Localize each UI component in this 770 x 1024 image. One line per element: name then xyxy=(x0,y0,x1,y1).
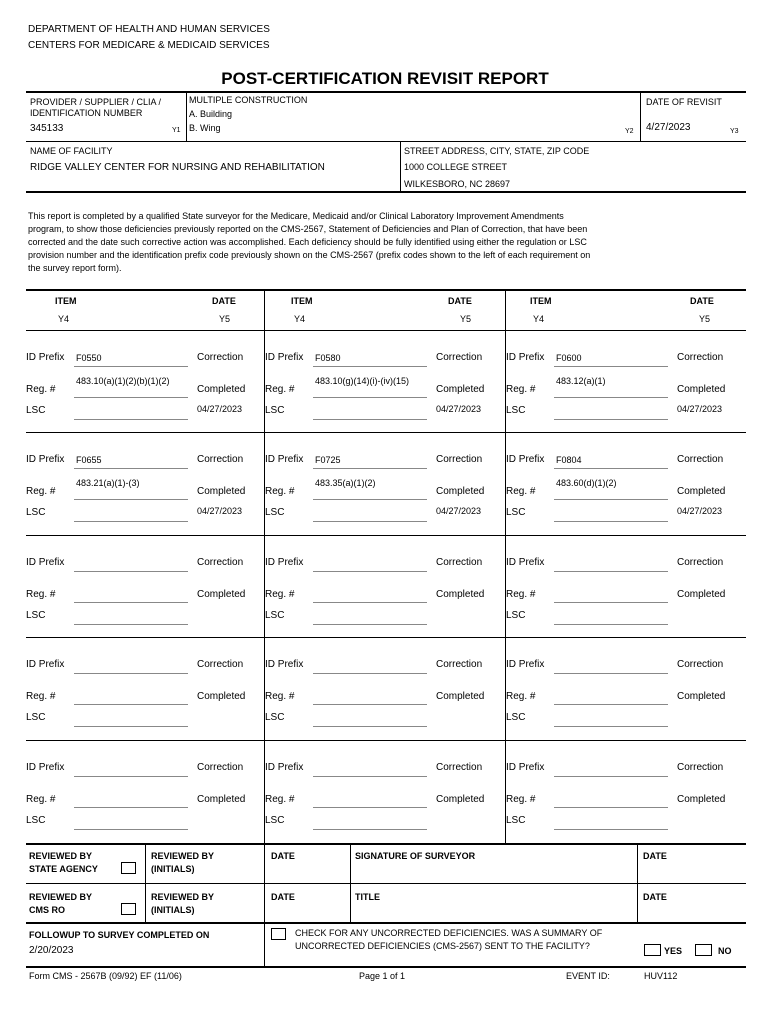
correction-label: Correction xyxy=(436,659,483,670)
reg-number-field[interactable] xyxy=(554,499,668,500)
facility-name: RIDGE VALLEY CENTER FOR NURSING AND REHABILITATION xyxy=(30,162,325,173)
date-column-header: DATE xyxy=(690,296,714,306)
correction-label: Correction xyxy=(436,557,483,568)
id-prefix-label: ID Prefix xyxy=(26,557,65,568)
reg-number-label: Reg. # xyxy=(506,486,536,497)
multiple-construction-label: MULTIPLE CONSTRUCTION xyxy=(189,95,308,105)
reg-number-value: 483.10(a)(1)(2)(b)(1)(2) xyxy=(76,376,170,386)
id-prefix-label: ID Prefix xyxy=(506,557,545,568)
completed-label: Completed xyxy=(677,486,726,497)
correction-label: Correction xyxy=(197,762,244,773)
id-prefix-label: ID Prefix xyxy=(26,454,65,465)
lsc-field[interactable] xyxy=(313,726,427,727)
reg-number-label: Reg. # xyxy=(265,589,295,600)
reg-number-field[interactable] xyxy=(313,807,427,808)
title-label: TITLE xyxy=(355,892,380,902)
id-prefix-field[interactable] xyxy=(313,776,427,777)
lsc-label: LSC xyxy=(265,405,285,416)
lsc-field[interactable] xyxy=(74,624,188,625)
correction-date-value: 04/27/2023 xyxy=(677,404,723,414)
lsc-label: LSC xyxy=(26,610,46,621)
y4-code: Y4 xyxy=(294,314,306,324)
reg-number-field[interactable] xyxy=(313,397,427,398)
id-prefix-field[interactable] xyxy=(313,673,427,674)
correction-label: Correction xyxy=(677,352,724,363)
no-checkbox[interactable] xyxy=(695,944,712,956)
facility-name-label: NAME OF FACILITY xyxy=(30,146,113,156)
provider-label-2: IDENTIFICATION NUMBER xyxy=(30,108,143,118)
reg-number-label: Reg. # xyxy=(26,589,56,600)
signature-date-label: DATE xyxy=(643,851,667,861)
lsc-label: LSC xyxy=(265,815,285,826)
reg-number-field[interactable] xyxy=(313,499,427,500)
completed-label: Completed xyxy=(436,486,485,497)
id-prefix-field[interactable] xyxy=(313,366,427,367)
completed-label: Completed xyxy=(436,589,485,600)
completed-label: Completed xyxy=(197,794,246,805)
y4-code: Y4 xyxy=(58,314,70,324)
item-column-header: ITEM xyxy=(530,296,552,306)
reg-number-label: Reg. # xyxy=(506,384,536,395)
correction-label: Correction xyxy=(197,659,244,670)
id-prefix-field[interactable] xyxy=(554,468,668,469)
id-prefix-field[interactable] xyxy=(74,776,188,777)
id-prefix-label: ID Prefix xyxy=(26,352,65,363)
reg-number-value: 483.60(d)(1)(2) xyxy=(556,478,617,488)
wing-label: B. Wing xyxy=(189,123,221,133)
lsc-label: LSC xyxy=(506,405,526,416)
cms-ro-checkbox[interactable] xyxy=(121,903,136,915)
date-of-revisit-label: DATE OF REVISIT xyxy=(646,97,722,107)
lsc-label: LSC xyxy=(506,507,526,518)
reg-number-label: Reg. # xyxy=(26,691,56,702)
no-label: NO xyxy=(718,946,732,956)
lsc-label: LSC xyxy=(26,815,46,826)
reg-number-label: Reg. # xyxy=(265,794,295,805)
lsc-label: LSC xyxy=(506,815,526,826)
completed-label: Completed xyxy=(677,384,726,395)
lsc-field[interactable] xyxy=(313,521,427,522)
reg-number-label: Reg. # xyxy=(265,691,295,702)
lsc-field[interactable] xyxy=(74,726,188,727)
id-prefix-value: F0580 xyxy=(315,353,341,363)
correction-label: Correction xyxy=(677,557,724,568)
id-prefix-value: F0725 xyxy=(315,455,341,465)
lsc-label: LSC xyxy=(506,610,526,621)
lsc-field[interactable] xyxy=(74,521,188,522)
lsc-field[interactable] xyxy=(74,829,188,830)
reg-number-label: Reg. # xyxy=(506,794,536,805)
reg-number-field[interactable] xyxy=(554,807,668,808)
correction-label: Correction xyxy=(197,557,244,568)
reg-number-value: 483.12(a)(1) xyxy=(556,376,606,386)
initials-label: (INITIALS) xyxy=(151,905,195,915)
id-prefix-field[interactable] xyxy=(74,366,188,367)
correction-label: Correction xyxy=(436,352,483,363)
lsc-field[interactable] xyxy=(554,624,668,625)
date-label: DATE xyxy=(271,892,295,902)
id-prefix-label: ID Prefix xyxy=(506,762,545,773)
id-prefix-label: ID Prefix xyxy=(26,659,65,670)
page-number: Page 1 of 1 xyxy=(359,971,406,981)
uncorrected-question-line1: CHECK FOR ANY UNCORRECTED DEFICIENCIES. WAS A SUMMARY OF xyxy=(295,928,603,938)
completed-label: Completed xyxy=(677,691,726,702)
signature-label: SIGNATURE OF SURVEYOR xyxy=(355,851,476,861)
id-prefix-label: ID Prefix xyxy=(506,454,545,465)
id-prefix-label: ID Prefix xyxy=(26,762,65,773)
completed-label: Completed xyxy=(197,589,246,600)
y5-code: Y5 xyxy=(699,314,711,324)
id-prefix-label: ID Prefix xyxy=(506,352,545,363)
id-prefix-label: ID Prefix xyxy=(506,659,545,670)
lsc-label: LSC xyxy=(265,712,285,723)
id-prefix-label: ID Prefix xyxy=(265,557,304,568)
form-number: Form CMS - 2567B (09/92) EF (11/06) xyxy=(29,971,182,981)
id-prefix-label: ID Prefix xyxy=(265,762,304,773)
title-date-label: DATE xyxy=(643,892,667,902)
address-label: STREET ADDRESS, CITY, STATE, ZIP CODE xyxy=(404,146,590,156)
correction-label: Correction xyxy=(436,762,483,773)
lsc-field[interactable] xyxy=(313,419,427,420)
lsc-field[interactable] xyxy=(554,829,668,830)
reg-number-field[interactable] xyxy=(74,704,188,705)
reg-number-label: Reg. # xyxy=(265,486,295,497)
reg-number-field[interactable] xyxy=(313,602,427,603)
lsc-field[interactable] xyxy=(313,624,427,625)
reg-number-value: 483.35(a)(1)(2) xyxy=(315,478,376,488)
date-column-header: DATE xyxy=(448,296,472,306)
id-prefix-value: F0550 xyxy=(76,353,102,363)
correction-label: Correction xyxy=(197,454,244,465)
reg-number-label: Reg. # xyxy=(265,384,295,395)
uncorrected-checkbox[interactable] xyxy=(271,928,286,940)
correction-date-value: 04/27/2023 xyxy=(436,506,482,516)
reg-number-label: Reg. # xyxy=(26,794,56,805)
completed-label: Completed xyxy=(677,794,726,805)
reg-number-field[interactable] xyxy=(554,704,668,705)
id-prefix-value: F0804 xyxy=(556,455,582,465)
lsc-field[interactable] xyxy=(554,521,668,522)
id-prefix-field[interactable] xyxy=(554,366,668,367)
lsc-label: LSC xyxy=(265,507,285,518)
department-name: DEPARTMENT OF HEALTH AND HUMAN SERVICES xyxy=(28,24,270,35)
reg-number-value: 483.21(a)(1)-(3) xyxy=(76,478,140,488)
reg-number-field[interactable] xyxy=(74,807,188,808)
item-column-header: ITEM xyxy=(291,296,313,306)
y3-code: Y3 xyxy=(730,128,739,135)
completed-label: Completed xyxy=(436,691,485,702)
id-prefix-label: ID Prefix xyxy=(265,454,304,465)
correction-label: Correction xyxy=(197,352,244,363)
correction-date-value: 04/27/2023 xyxy=(436,404,482,414)
reg-number-field[interactable] xyxy=(74,499,188,500)
id-prefix-value: F0655 xyxy=(76,455,102,465)
id-prefix-field[interactable] xyxy=(554,571,668,572)
city-state-zip: WILKESBORO, NC 28697 xyxy=(404,179,511,189)
correction-label: Correction xyxy=(677,659,724,670)
reviewed-by-initials-label: REVIEWED BY xyxy=(151,851,215,861)
y1-code: Y1 xyxy=(172,127,181,134)
lsc-label: LSC xyxy=(506,712,526,723)
lsc-label: LSC xyxy=(26,507,46,518)
correction-date-value: 04/27/2023 xyxy=(677,506,723,516)
id-prefix-field[interactable] xyxy=(554,673,668,674)
lsc-label: LSC xyxy=(26,712,46,723)
completed-label: Completed xyxy=(436,794,485,805)
reg-number-label: Reg. # xyxy=(506,691,536,702)
reg-number-label: Reg. # xyxy=(506,589,536,600)
reg-number-field[interactable] xyxy=(74,602,188,603)
reg-number-field[interactable] xyxy=(74,397,188,398)
reg-number-field[interactable] xyxy=(313,704,427,705)
id-prefix-label: ID Prefix xyxy=(265,659,304,670)
reg-number-label: Reg. # xyxy=(26,486,56,497)
lsc-field[interactable] xyxy=(554,419,668,420)
completed-label: Completed xyxy=(436,384,485,395)
lsc-label: LSC xyxy=(26,405,46,416)
id-prefix-value: F0600 xyxy=(556,353,582,363)
date-of-revisit-value: 4/27/2023 xyxy=(646,122,691,133)
id-prefix-field[interactable] xyxy=(74,571,188,572)
state-agency-checkbox[interactable] xyxy=(121,862,136,874)
provider-number: 345133 xyxy=(30,123,64,134)
y5-code: Y5 xyxy=(219,314,231,324)
intro-paragraph: This report is completed by a qualified State surveyor for the Medicare, Medicaid and/or Clinical Laboratory Improvement Amendments program, to show those deficiencies previously reported on the CMS-2567, Statement of Deficiencies and Plan of Correction, that have been corrected and the date such corrective action was accomplished. Each deficiency should be fully identified using either the regulation or LSC provision number and the identification prefix code previously shown on the CMS-2567 (prefix codes shown to the left of each requirement on the survey report form). xyxy=(28,211,591,273)
reg-number-value: 483.10(g)(14)(i)-(iv)(15) xyxy=(315,376,410,386)
uncorrected-question-line2: UNCORRECTED DEFICIENCIES (CMS-2567) SENT TO THE FACILITY? xyxy=(295,941,590,951)
yes-checkbox[interactable] xyxy=(644,944,661,956)
centers-name: CENTERS FOR MEDICARE & MEDICAID SERVICES xyxy=(28,40,270,51)
lsc-field[interactable] xyxy=(313,829,427,830)
page-title: POST-CERTIFICATION REVISIT REPORT xyxy=(221,69,549,88)
cms-ro-label: CMS RO xyxy=(29,905,65,915)
date-column-header: DATE xyxy=(212,296,236,306)
correction-date-value: 04/27/2023 xyxy=(197,506,243,516)
building-label: A. Building xyxy=(189,109,233,119)
lsc-field[interactable] xyxy=(74,419,188,420)
yes-label: YES xyxy=(664,946,683,956)
event-id-value: HUV112 xyxy=(644,971,678,981)
reviewed-by-state-label: REVIEWED BY xyxy=(29,851,93,861)
reg-number-label: Reg. # xyxy=(26,384,56,395)
provider-label: PROVIDER / SUPPLIER / CLIA / xyxy=(30,97,162,107)
reviewed-by-initials-label: REVIEWED BY xyxy=(151,892,215,902)
completed-label: Completed xyxy=(677,589,726,600)
correction-label: Correction xyxy=(677,454,724,465)
id-prefix-field[interactable] xyxy=(313,571,427,572)
followup-label: FOLLOWUP TO SURVEY COMPLETED ON xyxy=(29,930,210,940)
completed-label: Completed xyxy=(197,486,246,497)
lsc-label: LSC xyxy=(265,610,285,621)
correction-date-value: 04/27/2023 xyxy=(197,404,243,414)
state-agency-label: STATE AGENCY xyxy=(29,864,98,874)
date-label: DATE xyxy=(271,851,295,861)
y2-code: Y2 xyxy=(625,128,634,135)
reg-number-field[interactable] xyxy=(554,602,668,603)
reg-number-field[interactable] xyxy=(554,397,668,398)
event-id-label: EVENT ID: xyxy=(566,971,610,981)
id-prefix-field[interactable] xyxy=(313,468,427,469)
street-address: 1000 COLLEGE STREET xyxy=(404,162,508,172)
id-prefix-field[interactable] xyxy=(554,776,668,777)
id-prefix-field[interactable] xyxy=(74,673,188,674)
completed-label: Completed xyxy=(197,384,246,395)
id-prefix-label: ID Prefix xyxy=(265,352,304,363)
id-prefix-field[interactable] xyxy=(74,468,188,469)
initials-label: (INITIALS) xyxy=(151,864,195,874)
correction-label: Correction xyxy=(436,454,483,465)
reviewed-by-cms-label: REVIEWED BY xyxy=(29,892,93,902)
y5-code: Y5 xyxy=(460,314,472,324)
lsc-field[interactable] xyxy=(554,726,668,727)
followup-date: 2/20/2023 xyxy=(29,945,74,956)
y4-code: Y4 xyxy=(533,314,545,324)
item-column-header: ITEM xyxy=(55,296,77,306)
completed-label: Completed xyxy=(197,691,246,702)
correction-label: Correction xyxy=(677,762,724,773)
